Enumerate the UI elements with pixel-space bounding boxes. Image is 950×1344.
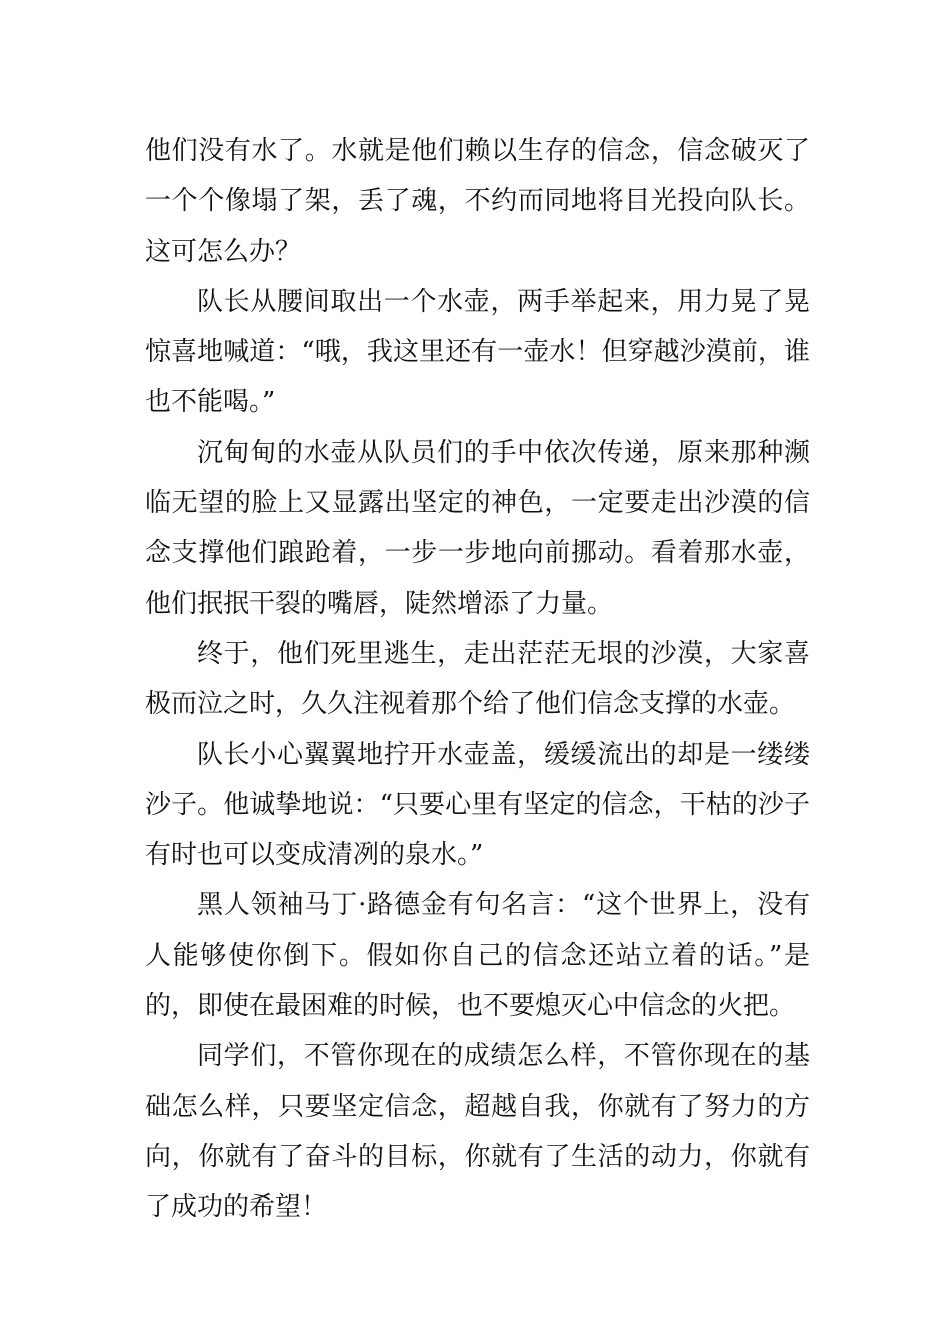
paragraph-7: 同学们，不管你现在的成绩怎么样，不管你现在的基础怎么样，只要坚定信念，超越自我，你就有了努力的方向，你就有了奋斗的目标，你就有了生活的动力，你就有了成功的希望！ xyxy=(145,1041,810,1223)
paragraph-5: 队长小心翼翼地拧开水壶盖，缓缓流出的却是一缕缕沙子。他诚挚地说：“只要心里有坚定的信念，干枯的沙子有时也可以变成清冽的泉水。” xyxy=(145,739,810,871)
paragraph-6: 黑人领袖马丁·路德金有句名言：“这个世界上，没有人能够使你倒下。假如你自己的信念还站立着的话。”是的，即使在最困难的时候，也不要熄灭心中信念的火把。 xyxy=(145,890,810,1022)
document-body xyxy=(145,126,810,1233)
paragraph-4: 终于，他们死里逃生，走出茫茫无垠的沙漠，大家喜极而泣之时，久久注视着那个给了他们信念支撑的水壶。 xyxy=(145,638,810,720)
paragraph-2: 队长从腰间取出一个水壶，两手举起来，用力晃了晃惊喜地喊道：“哦，我这里还有一壶水！但穿越沙漠前，谁也不能喝。” xyxy=(145,286,810,418)
paragraph-3: 沉甸甸的水壶从队员们的手中依次传递，原来那种濒临无望的脸上又显露出坚定的神色，一定要走出沙漠的信念支撑他们踉跄着，一步一步地向前挪动。看着那水壶，他们抿抿干裂的嘴唇，陡然增添了力量。 xyxy=(145,437,810,619)
paragraph-1: 他们没有水了。水就是他们赖以生存的信念，信念破灭了一个个像塌了架，丢了魂，不约而同地将目光投向队长。这可怎么办？ xyxy=(145,136,810,267)
